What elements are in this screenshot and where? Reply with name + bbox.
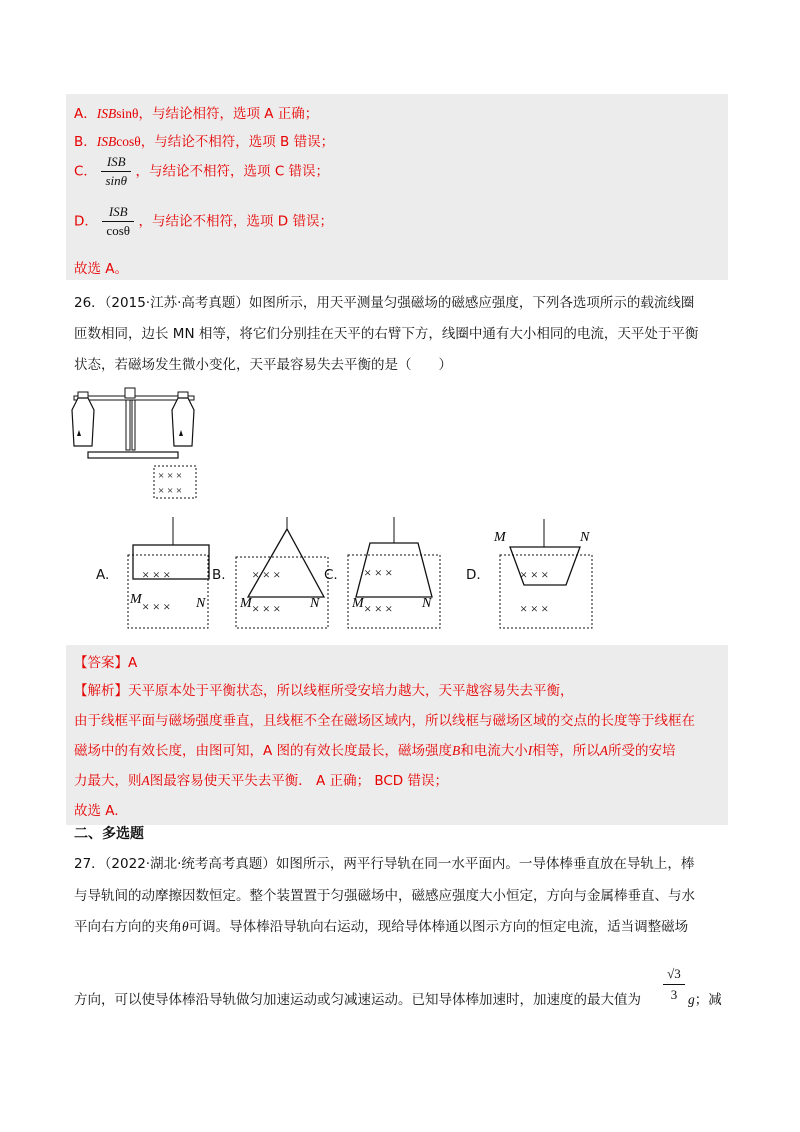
option-b-marks2: × × × — [252, 601, 281, 616]
field-marks-row1: × × × — [158, 470, 183, 482]
option-c-marks1: × × × — [364, 565, 393, 580]
option-b-label: B. — [212, 567, 226, 583]
option-b-analysis: B．ISBcosθ，与结论不相符，选项 B 错误； — [74, 134, 335, 150]
option-a-analysis: A．ISBsinθ，与结论相符，选项 A 正确； — [74, 106, 319, 122]
option-a-label: A. — [96, 567, 110, 583]
option-d-label: D. — [466, 567, 481, 583]
balance-figure — [66, 380, 206, 505]
option-d-marks1: × × × — [520, 567, 549, 582]
analysis-conclusion: 故选 A. — [74, 803, 119, 819]
option-a-marks2: × × × — [142, 599, 171, 614]
q26-line2: 匝数相同，边长 MN 相等，将它们分别挂在天平的右臂下方，线圈中通有大小相同的电流，天平处于平衡 — [74, 326, 699, 342]
section-title: 二、多选题 — [74, 826, 144, 842]
answer-line: 【答案】A — [74, 655, 138, 671]
analysis-line1: 【解析】天平原本处于平衡状态，所以线框所受安培力越大，天平越容易失去平衡， — [74, 683, 574, 699]
option-d-n: N — [580, 530, 590, 545]
option-d-marks2: × × × — [520, 601, 549, 616]
option-b-n: N — [310, 596, 320, 611]
option-c-figure — [324, 515, 449, 630]
q26-line3: 状态，若磁场发生微小变化，天平最容易失去平衡的是（ ） — [74, 357, 452, 373]
option-d-analysis: D． $\frac{\text{ISB}}{\cos\theta}$ ，与结论不相符，选项 D 错误； — [74, 204, 333, 238]
option-d-figure — [466, 515, 606, 630]
field-marks-row2: × × × — [158, 485, 183, 497]
option-d-m: M — [494, 530, 506, 545]
q27-line4-tail: g；减 — [688, 992, 722, 1008]
option-a-marks1: × × × — [142, 567, 171, 582]
prev-solution-block — [66, 94, 728, 280]
analysis-line3: 磁场中的有效长度，由图可知，A 图的有效长度最长，磁场强度B和电流大小I相等，所以A所受的安培 — [74, 743, 676, 759]
option-c-marks2: × × × — [364, 601, 393, 616]
option-c-label: C. — [324, 567, 338, 583]
option-c-m: M — [352, 596, 364, 611]
option-b-m: M — [240, 596, 252, 611]
q27-line4: 方向，可以使导体棒沿导轨做匀加速运动或匀减速运动。已知导体棒加速时，加速度的最大值为 — [74, 992, 641, 1008]
option-a-figure — [96, 515, 216, 630]
option-a-m: M — [130, 592, 142, 607]
analysis-line4: 力最大，则A图最容易使天平失去平衡． A 正确； BCD 错误； — [74, 773, 448, 789]
fraction-c: $\frac{\text{ISB}}{\sin\theta}$ — [101, 154, 131, 189]
q27-line2: 与导轨间的动摩擦因数恒定。整个装置置于匀强磁场中，磁感应强度大小恒定，方向与金属棒垂直、与水 — [74, 888, 695, 904]
prev-conclusion: 故选 A。 — [74, 261, 129, 277]
fraction-d: $\frac{\text{ISB}}{\cos\theta}$ — [102, 204, 134, 239]
analysis-line2: 由于线框平面与磁场强度垂直，且线框不全在磁场区域内，所以线框与磁场区域的交点的长度等于线框在 — [74, 713, 695, 729]
option-c-analysis: C． $\frac{\text{ISB}}{\sin\theta}$ ，与结论不相符，选项 C 错误； — [74, 154, 330, 188]
q27-line1: 27．（2022·湖北·统考高考真题）如图所示，两平行导轨在同一水平面内。一导体棒垂直放在导轨上，棒 — [74, 856, 695, 872]
option-c-n: N — [422, 596, 432, 611]
q26-line1: 26．（2015·江苏·高考真题）如图所示，用天平测量匀强磁场的磁感应强度，下列各选项所示的载流线圈 — [74, 295, 695, 311]
answer-block — [66, 645, 728, 825]
q27-line3: 平向右方向的夹角θ可调。导体棒沿导轨向右运动，现给导体棒通以图示方向的恒定电流，适当调整磁场 — [74, 919, 689, 935]
sqrt3-over-3-fraction: √3 3 — [663, 966, 685, 1003]
option-a-n: N — [196, 596, 206, 611]
option-b-figure — [212, 515, 332, 630]
option-b-marks1: × × × — [252, 567, 281, 582]
